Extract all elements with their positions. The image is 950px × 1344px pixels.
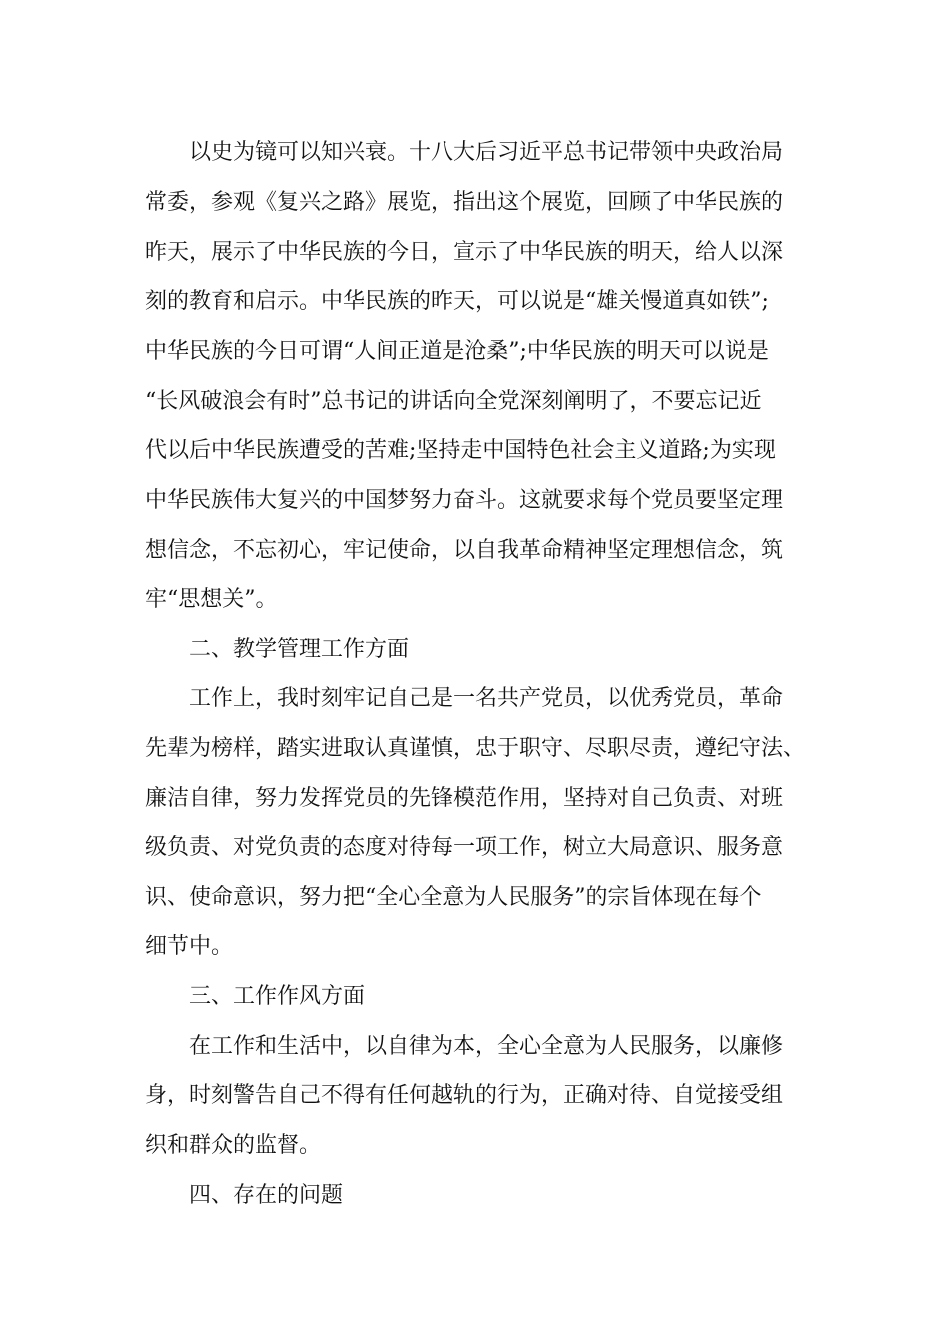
- paragraph-line: 以史为镜可以知兴衰。十八大后习近平总书记带领中央政治局: [189, 140, 784, 165]
- paragraph-line: 先辈为榜样，踏实进取认真谨慎，忠于职守、尽职尽责，遵纪守法、: [145, 736, 806, 761]
- section-heading: 四、存在的问题: [189, 1183, 344, 1208]
- paragraph-line: 廉洁自律，努力发挥党员的先锋模范作用，坚持对自己负责、对班: [145, 786, 784, 811]
- paragraph-line: 级负责、对党负责的态度对待每一项工作，树立大局意识、服务意: [145, 835, 784, 860]
- paragraph-line: 代以后中华民族遭受的苦难;坚持走中国特色社会主义道路;为实现: [145, 438, 776, 463]
- paragraph-line: 织和群众的监督。: [145, 1133, 322, 1158]
- paragraph-line: 刻的教育和启示。中华民族的昨天，可以说是“雄关慢道真如铁”;: [145, 289, 769, 314]
- paragraph-line: 想信念，不忘初心，牢记使命，以自我革命精神坚定理想信念，筑: [145, 538, 784, 563]
- paragraph-line: 身，时刻警告自己不得有任何越轨的行为，正确对待、自觉接受组: [145, 1083, 784, 1108]
- paragraph-line: 中华民族伟大复兴的中国梦努力奋斗。这就要求每个党员要坚定理: [145, 488, 784, 513]
- paragraph-line: 工作上，我时刻牢记自己是一名共产党员，以优秀党员，革命: [189, 686, 784, 711]
- section-heading: 二、教学管理工作方面: [189, 637, 410, 662]
- paragraph-line: 在工作和生活中，以自律为本，全心全意为人民服务，以廉修: [189, 1034, 784, 1059]
- paragraph-line: 中华民族的今日可谓“人间正道是沧桑”;中华民族的明天可以说是: [145, 339, 769, 364]
- paragraph-line: 细节中。: [145, 934, 234, 959]
- section-heading: 三、工作作风方面: [189, 984, 366, 1009]
- paragraph-line: 常委，参观《复兴之路》展览，指出这个展览，回顾了中华民族的: [145, 190, 784, 215]
- paragraph-line: 昨天，展示了中华民族的今日，宣示了中华民族的明天，给人以深: [145, 240, 784, 265]
- paragraph-line: 牢“思想关”。: [145, 587, 278, 612]
- paragraph-line: “长风破浪会有时”总书记的讲话向全党深刻阐明了，不要忘记近: [145, 389, 762, 414]
- paragraph-line: 识、使命意识，努力把“全心全意为人民服务”的宗旨体现在每个: [145, 885, 762, 910]
